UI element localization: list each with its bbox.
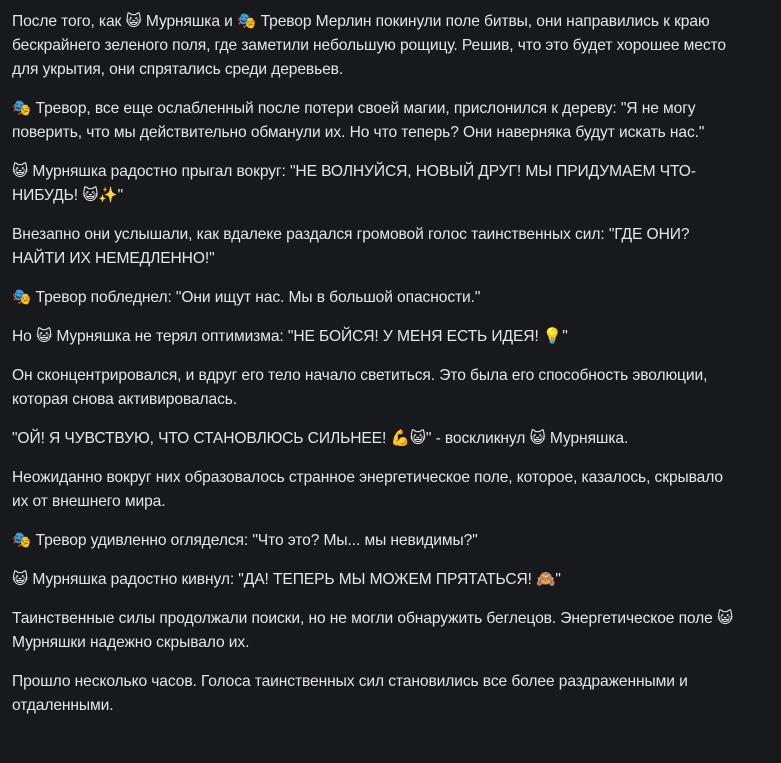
message-paragraph: 😺 Мурняшка радостно кивнул: "ДА! ТЕПЕРЬ МЫ МОЖЕМ ПРЯТАТЬСЯ! 🙈" <box>12 571 561 588</box>
message-paragraph: Но 😺 Мурняшка не терял оптимизма: "НЕ БОЙСЯ! У МЕНЯ ЕСТЬ ИДЕЯ! 💡" <box>12 328 568 345</box>
message-paragraph: Прошло несколько часов. Голоса таинственных сил становились все более раздраженными и отдаленными. <box>12 673 692 714</box>
message-paragraph: 🎭 Тревор удивленно огляделся: "Что это? Мы... мы невидимы?" <box>12 532 478 549</box>
message-paragraph: 🎭 Тревор, все еще ослабленный после потери своей магии, прислонился к дереву: "Я не могу поверить, что мы действительно обманули их. Но что теперь? Они наверняка будут искать нас." <box>12 100 705 141</box>
message-paragraph: После того, как 😺 Мурняшка и 🎭 Тревор Мерлин покинули поле битвы, они направились к краю бескрайнего зеленого поля, где заметили небольшую рощицу. Решив, что это будет хорошее место для укрытия, они спрятались среди деревьев. <box>12 13 731 78</box>
message-paragraph: Таинственные силы продолжали поиски, но не могли обнаружить беглецов. Энергетическое поле 😺 Мурняшки надежно скрывало их. <box>12 610 738 651</box>
message-paragraph: 😺 Мурняшка радостно прыгал вокруг: "НЕ ВОЛНУЙСЯ, НОВЫЙ ДРУГ! МЫ ПРИДУМАЕМ ЧТО-НИБУДЬ! 😺✨" <box>12 163 696 204</box>
message-paragraph: Внезапно они услышали, как вдалеке раздался громовой голос таинственных сил: "ГДЕ ОНИ? НАЙТИ ИХ НЕМЕДЛЕННО!" <box>12 226 694 267</box>
message-paragraph: Неожиданно вокруг них образовалось странное энергетическое поле, которое, казалось, скрывало их от внешнего мира. <box>12 469 728 510</box>
message-paragraph: "ОЙ! Я ЧУВСТВУЮ, ЧТО СТАНОВЛЮСЬ СИЛЬНЕЕ! 💪😺" - воскликнул 😺 Мурняшка. <box>12 430 629 447</box>
message-paragraph: 🎭 Тревор побледнел: "Они ищут нас. Мы в большой опасности." <box>12 289 481 306</box>
message-paragraph: Он сконцентрировался, и вдруг его тело начало светиться. Это была его способность эволюции, которая снова активировалась. <box>12 367 712 408</box>
